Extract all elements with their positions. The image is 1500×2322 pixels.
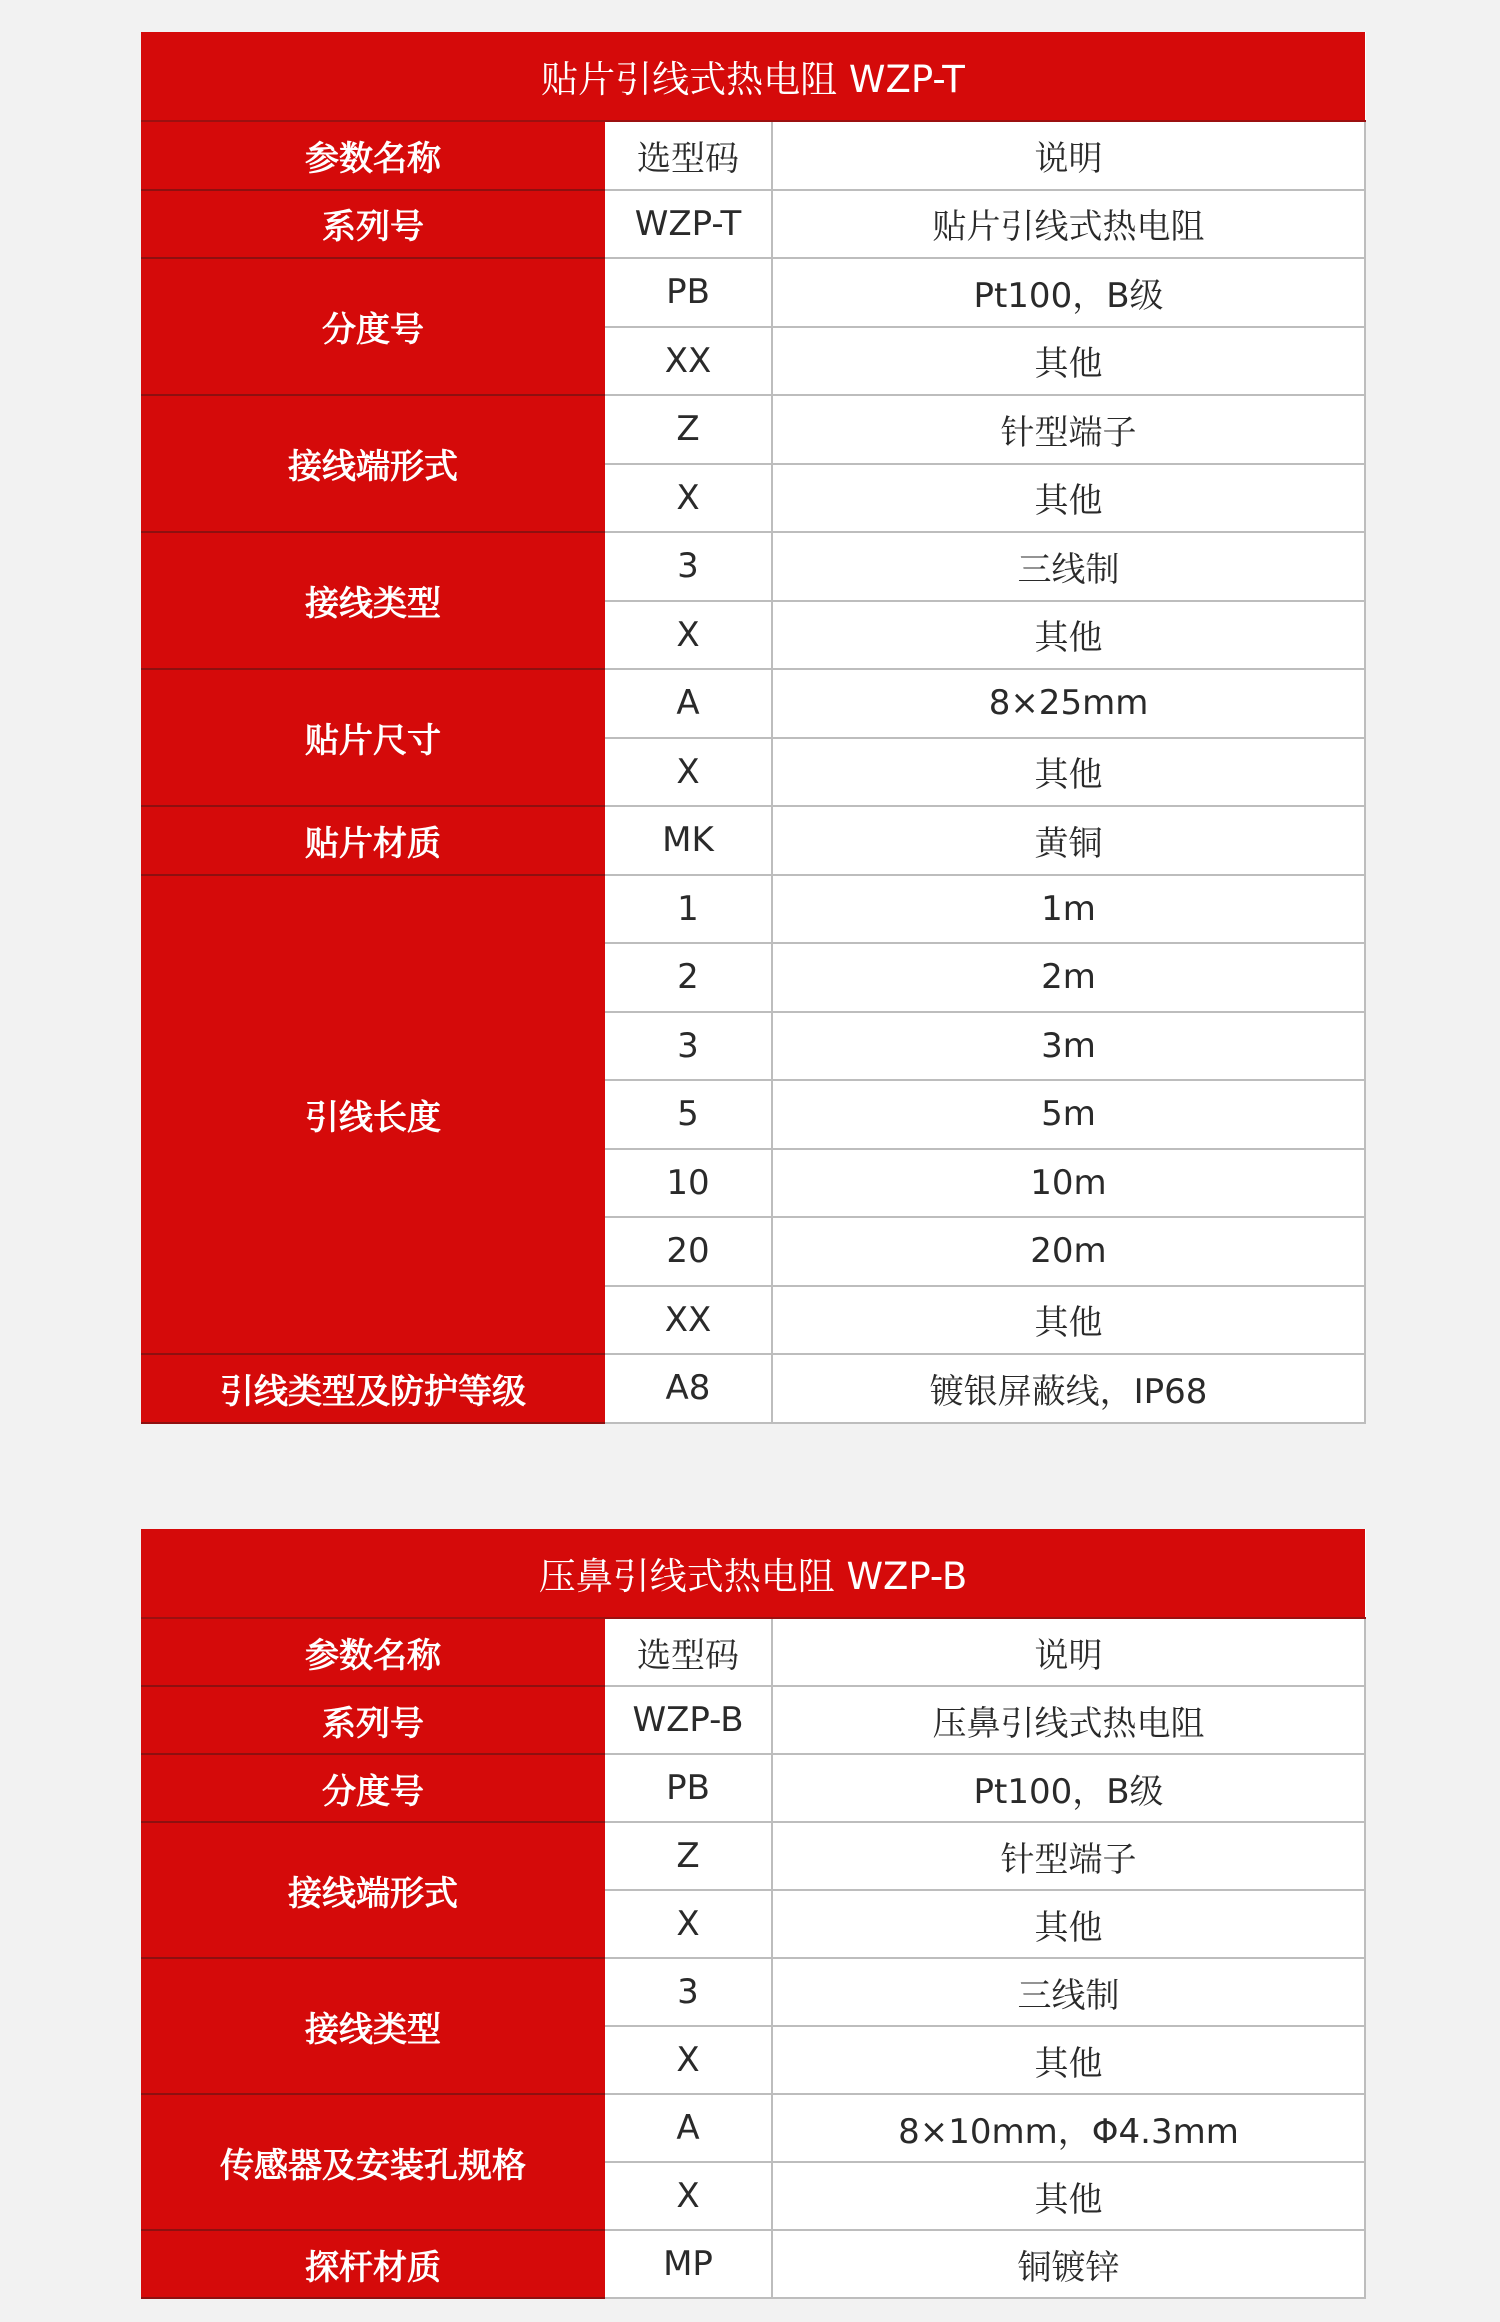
description-cell: 针型端子	[772, 1822, 1365, 1890]
description-cell: 三线制	[772, 532, 1365, 601]
code-cell: 3	[605, 1012, 772, 1081]
table-row	[141, 1686, 1365, 1754]
code-cell: Z	[605, 1822, 772, 1890]
description-cell: 10m	[772, 1149, 1365, 1218]
spec-table-wzp-t	[141, 32, 1366, 1424]
code-cell: A	[605, 669, 772, 738]
description-cell: 2m	[772, 943, 1365, 1012]
description-cell: 1m	[772, 875, 1365, 944]
header-code-cell: 选型码	[605, 1618, 772, 1686]
code-cell: X	[605, 1890, 772, 1958]
description-cell: 其他	[772, 2026, 1365, 2094]
description-cell: 贴片引线式热电阻	[772, 190, 1365, 259]
header-code-cell: 选型码	[605, 121, 772, 190]
table-row	[141, 1354, 1365, 1423]
code-cell: 3	[605, 532, 772, 601]
description-cell: 镀银屏蔽线，IP68	[772, 1354, 1365, 1423]
code-cell: 20	[605, 1217, 772, 1286]
description-cell: Pt100，B级	[772, 258, 1365, 327]
code-cell: PB	[605, 1754, 772, 1822]
table-row	[141, 2230, 1365, 2298]
code-cell: A	[605, 2094, 772, 2162]
code-cell: X	[605, 2026, 772, 2094]
description-cell: 铜镀锌	[772, 2230, 1365, 2298]
param-name-cell: 贴片尺寸	[141, 669, 605, 806]
description-cell: 压鼻引线式热电阻	[772, 1686, 1365, 1754]
header-row	[141, 121, 1365, 190]
code-cell: A8	[605, 1354, 772, 1423]
param-name-cell: 系列号	[141, 1686, 605, 1754]
spec-table-wzp-b	[141, 1529, 1366, 2299]
description-cell: 8×10mm，Φ4.3mm	[772, 2094, 1365, 2162]
code-cell: XX	[605, 327, 772, 396]
description-cell: 5m	[772, 1080, 1365, 1149]
code-cell: PB	[605, 258, 772, 327]
param-name-cell: 接线端形式	[141, 395, 605, 532]
code-cell: WZP-T	[605, 190, 772, 259]
param-name-cell: 分度号	[141, 258, 605, 395]
description-cell: 其他	[772, 327, 1365, 396]
code-cell: X	[605, 738, 772, 807]
table-row	[141, 1822, 1365, 1890]
param-name-cell: 传感器及安装孔规格	[141, 2094, 605, 2230]
description-cell: 三线制	[772, 1958, 1365, 2026]
table-row	[141, 2094, 1365, 2162]
table-title: 压鼻引线式热电阻 WZP-B	[141, 1529, 1365, 1618]
description-cell: 其他	[772, 2162, 1365, 2230]
table-row	[141, 1958, 1365, 2026]
table-row	[141, 669, 1365, 738]
param-name-cell: 接线类型	[141, 532, 605, 669]
description-cell: 针型端子	[772, 395, 1365, 464]
description-cell: 其他	[772, 1890, 1365, 1958]
description-cell: 其他	[772, 464, 1365, 533]
table-row	[141, 806, 1365, 875]
description-cell: 3m	[772, 1012, 1365, 1081]
code-cell: X	[605, 601, 772, 670]
code-cell: MP	[605, 2230, 772, 2298]
description-cell: 其他	[772, 738, 1365, 807]
code-cell: 3	[605, 1958, 772, 2026]
code-cell: X	[605, 2162, 772, 2230]
table-row	[141, 258, 1365, 327]
code-cell: XX	[605, 1286, 772, 1355]
header-param-cell: 参数名称	[141, 1618, 605, 1686]
code-cell: 1	[605, 875, 772, 944]
description-cell: Pt100，B级	[772, 1754, 1365, 1822]
table-row	[141, 190, 1365, 259]
table-row	[141, 1754, 1365, 1822]
param-name-cell: 接线端形式	[141, 1822, 605, 1958]
code-cell: 5	[605, 1080, 772, 1149]
code-cell: MK	[605, 806, 772, 875]
description-cell: 20m	[772, 1217, 1365, 1286]
header-desc-cell: 说明	[772, 121, 1365, 190]
param-name-cell: 接线类型	[141, 1958, 605, 2094]
code-cell: 2	[605, 943, 772, 1012]
table-row	[141, 395, 1365, 464]
description-cell: 黄铜	[772, 806, 1365, 875]
code-cell: WZP-B	[605, 1686, 772, 1754]
param-name-cell: 贴片材质	[141, 806, 605, 875]
header-desc-cell: 说明	[772, 1618, 1365, 1686]
table-row	[141, 532, 1365, 601]
table-row	[141, 875, 1365, 944]
code-cell: 10	[605, 1149, 772, 1218]
param-name-cell: 引线类型及防护等级	[141, 1354, 605, 1423]
param-name-cell: 分度号	[141, 1754, 605, 1822]
param-name-cell: 引线长度	[141, 875, 605, 1355]
param-name-cell: 系列号	[141, 190, 605, 259]
param-name-cell: 探杆材质	[141, 2230, 605, 2298]
code-cell: Z	[605, 395, 772, 464]
table-title: 贴片引线式热电阻 WZP-T	[141, 32, 1365, 121]
header-row	[141, 1618, 1365, 1686]
description-cell: 其他	[772, 1286, 1365, 1355]
code-cell: X	[605, 464, 772, 533]
header-param-cell: 参数名称	[141, 121, 605, 190]
description-cell: 8×25mm	[772, 669, 1365, 738]
description-cell: 其他	[772, 601, 1365, 670]
